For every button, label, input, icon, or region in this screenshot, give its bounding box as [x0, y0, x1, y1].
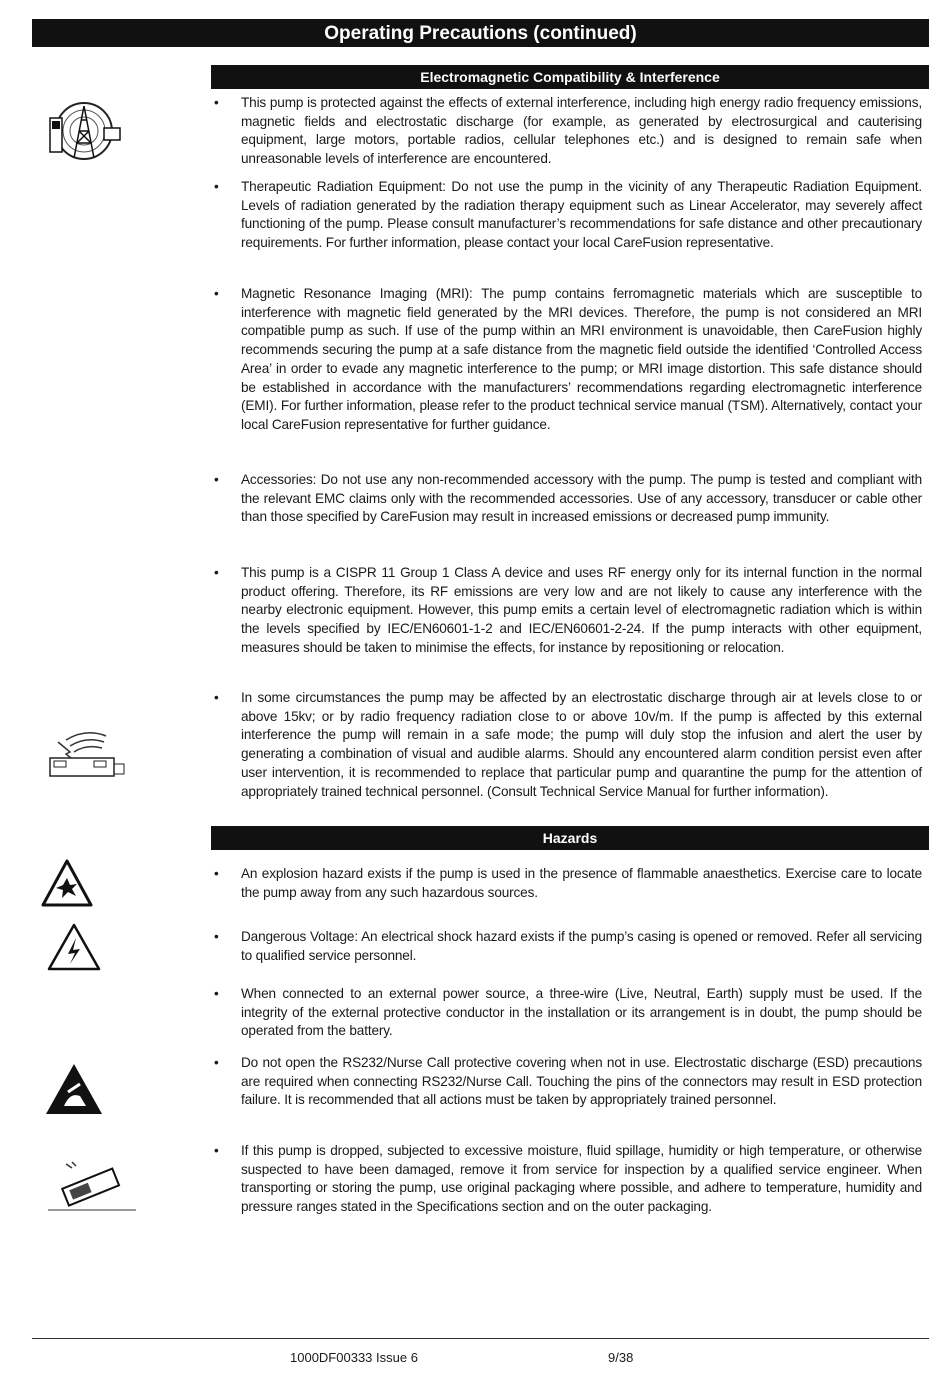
list-item: [214, 1054, 922, 1110]
explosion-hazard-icon: [40, 858, 94, 908]
list-item: [214, 1142, 922, 1217]
footer-divider: [32, 1338, 929, 1339]
bullet: •: [214, 690, 219, 705]
item-text: Therapeutic Radiation Equipment: Do not use the pump in the vicinity of any Therapeutic Radiation Equipment. Levels of radiation generated by the radiation therapy equipment such as Linear Accelerator, may severely affect functioning of the pump. Please consult manufacturer’s recommendations for safe distance and other precautionary requirements. For further information, please contact your local CareFusion representative.: [241, 179, 922, 251]
esd-warning-icon: [44, 1062, 104, 1116]
bullet: •: [214, 929, 219, 944]
page-number: 9/38: [608, 1350, 634, 1365]
document-id: 1000DF00333 Issue 6: [290, 1350, 418, 1365]
list-item: [214, 865, 922, 902]
section-heading-emc: Electromagnetic Compatibility & Interference: [211, 65, 929, 89]
item-text: When connected to an external power source, a three-wire (Live, Neutral, Earth) supply must be used. If the integrity of the external protective conductor in the installation or its arrangement is in doubt, the pump should be operated from the battery.: [241, 986, 922, 1039]
page-title: Operating Precautions (continued): [32, 19, 929, 47]
bullet: •: [214, 866, 219, 881]
item-text: In some circumstances the pump may be affected by an electrostatic discharge through air at levels close to or above 15kv; or by radio frequency radiation close to or above 10v/m. If the pump is affected by this external interference the pump will remain in a safe mode; the pump will duly stop the infusion and alert the user by generating a combination of visual and audible alarms. Should any encountered alarm condition persist even after user intervention, it is recommended to replace that particular pump and quarantine the pump for the attention of appropriately trained technical personnel. (Consult Technical Service Manual for further information).: [241, 690, 922, 799]
bullet: •: [214, 286, 219, 301]
bullet: •: [214, 1143, 219, 1158]
bullet: •: [214, 565, 219, 580]
electrical-shock-hazard-icon: [46, 922, 102, 972]
list-item: [214, 985, 922, 1041]
section-heading-hazards: Hazards: [211, 826, 929, 850]
dropped-pump-icon: [46, 1160, 138, 1212]
list-item: [214, 471, 922, 527]
list-item: [214, 94, 922, 169]
item-text: This pump is a CISPR 11 Group 1 Class A device and uses RF energy only for its internal function in the normal product offering. Therefore, its RF emissions are very low and are not likely to cause any interference with the nearby electronic equipment. However, this pump emits a certain level of electromagnetic radiation which is within the levels specified by IEC/EN60601-1-2 and IEC/EN60601-2-24. If the pump interacts with other equipment, measures should be taken to minimise the effects, for instance by repositioning or relocation.: [241, 565, 922, 655]
list-item: [214, 564, 922, 658]
item-text: If this pump is dropped, subjected to excessive moisture, fluid spillage, humidity or high temperature, or otherwise suspected to have been damaged, remove it from service for inspection by a qualified service engineer. When transporting or storing the pump, use original packaging where possible, and adhere to temperature, humidity and pressure ranges stated in the Specifications section and on the outer packaging.: [241, 1143, 922, 1215]
list-item: [214, 285, 922, 435]
item-text: Accessories: Do not use any non-recommended accessory with the pump. The pump is tested and compliant with the relevant EMC claims only with the recommended accessories. Use of any accessory, transducer or cable other than those specified by CareFusion may result in increased emissions or decreased pump immunity.: [241, 472, 922, 525]
list-item: [214, 689, 922, 801]
bullet: •: [214, 472, 219, 487]
item-text: Magnetic Resonance Imaging (MRI): The pump contains ferromagnetic materials which are susceptible to interference with magnetic field generated by the MRI devices. Therefore, the pump is not considered an MRI compatible pump as such. If use of the pump within an MRI environment is unavoidable, then CareFusion highly recommends securing the pump at a safe distance from the magnetic field outside the identified ‘Controlled Access Area’ in order to evade any magnetic interference to the pump; or MRI image distortion. This safe distance should be established in accordance with the manufacturers’ recommendations regarding electromagnetic interference (EMI). For further information, please refer to the product technical service manual (TSM). Alternatively, contact your local CareFusion representative for further guidance.: [241, 286, 922, 432]
item-text: Do not open the RS232/Nurse Call protective covering when not in use. Electrostatic discharge (ESD) precautions are required when connecting RS232/Nurse Call. Touching the pins of the connectors may result in ESD protection failure. It is recommended that all actions must be taken by appropriately trained personnel.: [241, 1055, 922, 1108]
bullet: •: [214, 95, 219, 110]
bullet: •: [214, 179, 219, 194]
item-text: Dangerous Voltage: An electrical shock hazard exists if the pump’s casing is opened or removed. Refer all servicing to qualified service personnel.: [241, 929, 922, 963]
emc-interference-icon: [46, 98, 122, 164]
bullet: •: [214, 1055, 219, 1070]
list-item: [214, 178, 922, 253]
item-text: This pump is protected against the effects of external interference, including high energy radio frequency emissions, magnetic fields and electrostatic discharge (for example, as generated by electrosurgical and cauterising equipment, large motors, portable radios, cellular telephones etc.) and is designed to remain safe when unreasonable levels of interference are encountered.: [241, 95, 922, 167]
pump-esd-radiation-icon: [46, 728, 128, 780]
list-item: [214, 928, 922, 965]
bullet: •: [214, 986, 219, 1001]
item-text: An explosion hazard exists if the pump is used in the presence of flammable anaesthetics. Exercise care to locate the pump away from any such hazardous sources.: [241, 866, 922, 900]
